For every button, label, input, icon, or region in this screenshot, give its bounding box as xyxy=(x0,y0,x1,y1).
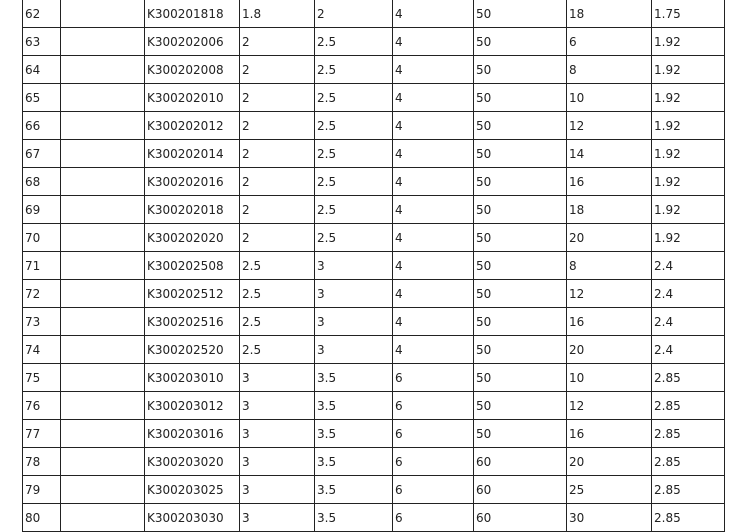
cell-part-code: K300203016 xyxy=(145,420,240,448)
cell-value-2: 2.5 xyxy=(315,112,393,140)
cell-part-code: K300202016 xyxy=(145,168,240,196)
cell-value-3: 4 xyxy=(393,224,474,252)
cell-value-5: 16 xyxy=(567,308,652,336)
table-row xyxy=(23,476,725,504)
cell-value-5: 12 xyxy=(567,392,652,420)
cell-blank xyxy=(61,0,145,28)
cell-value-2: 2.5 xyxy=(315,224,393,252)
cell-value-3: 4 xyxy=(393,168,474,196)
table-row xyxy=(23,84,725,112)
cell-value-1: 3 xyxy=(240,504,315,532)
table-row xyxy=(23,448,725,476)
cell-value-1: 3 xyxy=(240,364,315,392)
cell-value-5: 12 xyxy=(567,280,652,308)
cell-row-number: 68 xyxy=(23,168,61,196)
cell-part-code: K300202018 xyxy=(145,196,240,224)
cell-value-1: 2 xyxy=(240,224,315,252)
cell-blank xyxy=(61,168,145,196)
cell-value-4: 50 xyxy=(474,336,567,364)
cell-value-3: 4 xyxy=(393,84,474,112)
cell-blank xyxy=(61,504,145,532)
cell-value-3: 4 xyxy=(393,336,474,364)
cell-row-number: 76 xyxy=(23,392,61,420)
table-row xyxy=(23,168,725,196)
cell-value-3: 6 xyxy=(393,420,474,448)
cell-blank xyxy=(61,196,145,224)
cell-value-5: 6 xyxy=(567,28,652,56)
cell-part-code: K300202516 xyxy=(145,308,240,336)
table-row xyxy=(23,364,725,392)
cell-value-2: 2.5 xyxy=(315,140,393,168)
cell-value-2: 3.5 xyxy=(315,420,393,448)
cell-row-number: 73 xyxy=(23,308,61,336)
cell-value-6: 1.92 xyxy=(652,112,725,140)
table-row xyxy=(23,0,725,28)
cell-value-1: 2.5 xyxy=(240,280,315,308)
table-row xyxy=(23,56,725,84)
table-row xyxy=(23,28,725,56)
cell-blank xyxy=(61,112,145,140)
cell-value-1: 2.5 xyxy=(240,308,315,336)
cell-value-2: 3 xyxy=(315,308,393,336)
cell-blank xyxy=(61,224,145,252)
cell-blank xyxy=(61,476,145,504)
cell-value-4: 50 xyxy=(474,252,567,280)
cell-value-1: 3 xyxy=(240,420,315,448)
cell-value-2: 3 xyxy=(315,336,393,364)
cell-value-3: 4 xyxy=(393,112,474,140)
cell-value-6: 1.92 xyxy=(652,28,725,56)
cell-value-4: 50 xyxy=(474,56,567,84)
cell-value-2: 3.5 xyxy=(315,448,393,476)
cell-value-6: 2.85 xyxy=(652,420,725,448)
cell-blank xyxy=(61,140,145,168)
cell-value-4: 50 xyxy=(474,0,567,28)
cell-value-6: 1.92 xyxy=(652,84,725,112)
cell-value-6: 1.92 xyxy=(652,168,725,196)
cell-row-number: 63 xyxy=(23,28,61,56)
cell-value-5: 8 xyxy=(567,252,652,280)
cell-value-1: 3 xyxy=(240,476,315,504)
cell-value-6: 2.4 xyxy=(652,336,725,364)
cell-value-3: 4 xyxy=(393,0,474,28)
table-body xyxy=(23,0,725,532)
cell-value-1: 2 xyxy=(240,112,315,140)
cell-part-code: K300203025 xyxy=(145,476,240,504)
cell-part-code: K300202010 xyxy=(145,84,240,112)
cell-row-number: 74 xyxy=(23,336,61,364)
cell-value-1: 2.5 xyxy=(240,336,315,364)
cell-value-2: 2.5 xyxy=(315,196,393,224)
cell-part-code: K300202008 xyxy=(145,56,240,84)
cell-part-code: K300202014 xyxy=(145,140,240,168)
cell-part-code: K300203012 xyxy=(145,392,240,420)
cell-value-1: 3 xyxy=(240,448,315,476)
cell-value-2: 3.5 xyxy=(315,364,393,392)
cell-blank xyxy=(61,56,145,84)
cell-value-5: 18 xyxy=(567,0,652,28)
cell-value-3: 4 xyxy=(393,280,474,308)
cell-row-number: 66 xyxy=(23,112,61,140)
cell-value-5: 25 xyxy=(567,476,652,504)
cell-part-code: K300202520 xyxy=(145,336,240,364)
cell-value-3: 6 xyxy=(393,392,474,420)
cell-value-3: 6 xyxy=(393,476,474,504)
cell-value-4: 60 xyxy=(474,504,567,532)
cell-part-code: K300201818 xyxy=(145,0,240,28)
cell-blank xyxy=(61,336,145,364)
cell-value-5: 16 xyxy=(567,168,652,196)
cell-value-5: 20 xyxy=(567,224,652,252)
cell-value-3: 6 xyxy=(393,364,474,392)
table-row xyxy=(23,280,725,308)
cell-value-6: 2.85 xyxy=(652,504,725,532)
cell-row-number: 75 xyxy=(23,364,61,392)
cell-value-2: 2.5 xyxy=(315,168,393,196)
cell-value-1: 2 xyxy=(240,168,315,196)
cell-part-code: K300202006 xyxy=(145,28,240,56)
cell-value-1: 2 xyxy=(240,84,315,112)
cell-value-5: 8 xyxy=(567,56,652,84)
cell-value-5: 20 xyxy=(567,448,652,476)
cell-row-number: 79 xyxy=(23,476,61,504)
cell-value-1: 2 xyxy=(240,196,315,224)
cell-blank xyxy=(61,280,145,308)
cell-value-6: 2.4 xyxy=(652,280,725,308)
cell-value-6: 1.92 xyxy=(652,56,725,84)
cell-row-number: 72 xyxy=(23,280,61,308)
cell-value-4: 50 xyxy=(474,84,567,112)
table-row xyxy=(23,308,725,336)
cell-value-4: 50 xyxy=(474,364,567,392)
cell-row-number: 67 xyxy=(23,140,61,168)
table-row xyxy=(23,140,725,168)
table-row xyxy=(23,224,725,252)
cell-value-3: 4 xyxy=(393,308,474,336)
cell-value-5: 30 xyxy=(567,504,652,532)
cell-value-5: 18 xyxy=(567,196,652,224)
cell-part-code: K300203010 xyxy=(145,364,240,392)
cell-value-6: 1.92 xyxy=(652,196,725,224)
cell-value-2: 3 xyxy=(315,252,393,280)
cell-value-2: 2.5 xyxy=(315,84,393,112)
cell-value-2: 2 xyxy=(315,0,393,28)
cell-value-6: 2.85 xyxy=(652,448,725,476)
cell-value-1: 1.8 xyxy=(240,0,315,28)
cell-value-1: 2.5 xyxy=(240,252,315,280)
cell-value-6: 2.85 xyxy=(652,392,725,420)
cell-value-1: 2 xyxy=(240,28,315,56)
cell-value-4: 50 xyxy=(474,224,567,252)
cell-value-2: 2.5 xyxy=(315,28,393,56)
cell-value-4: 60 xyxy=(474,448,567,476)
cell-blank xyxy=(61,28,145,56)
cell-blank xyxy=(61,392,145,420)
parts-table xyxy=(22,0,725,532)
cell-blank xyxy=(61,364,145,392)
table-row xyxy=(23,504,725,532)
cell-value-4: 50 xyxy=(474,392,567,420)
cell-value-1: 2 xyxy=(240,56,315,84)
cell-value-3: 6 xyxy=(393,504,474,532)
cell-part-code: K300202020 xyxy=(145,224,240,252)
cell-value-4: 50 xyxy=(474,196,567,224)
cell-value-6: 2.4 xyxy=(652,252,725,280)
cell-row-number: 77 xyxy=(23,420,61,448)
cell-blank xyxy=(61,448,145,476)
table-row xyxy=(23,112,725,140)
cell-value-4: 50 xyxy=(474,168,567,196)
cell-value-3: 4 xyxy=(393,140,474,168)
cell-value-3: 4 xyxy=(393,28,474,56)
cell-value-4: 50 xyxy=(474,420,567,448)
cell-value-3: 4 xyxy=(393,56,474,84)
cell-part-code: K300202508 xyxy=(145,252,240,280)
cell-value-5: 12 xyxy=(567,112,652,140)
cell-value-4: 50 xyxy=(474,140,567,168)
cell-value-2: 3 xyxy=(315,280,393,308)
cell-row-number: 78 xyxy=(23,448,61,476)
cell-blank xyxy=(61,84,145,112)
cell-value-3: 4 xyxy=(393,196,474,224)
cell-part-code: K300203030 xyxy=(145,504,240,532)
cell-value-5: 16 xyxy=(567,420,652,448)
cell-blank xyxy=(61,420,145,448)
cell-blank xyxy=(61,308,145,336)
cell-row-number: 64 xyxy=(23,56,61,84)
cell-part-code: K300202012 xyxy=(145,112,240,140)
cell-blank xyxy=(61,252,145,280)
table-row xyxy=(23,392,725,420)
cell-value-5: 14 xyxy=(567,140,652,168)
cell-value-4: 50 xyxy=(474,308,567,336)
cell-row-number: 62 xyxy=(23,0,61,28)
cell-row-number: 69 xyxy=(23,196,61,224)
cell-part-code: K300202512 xyxy=(145,280,240,308)
cell-value-4: 50 xyxy=(474,28,567,56)
cell-value-2: 3.5 xyxy=(315,476,393,504)
cell-row-number: 70 xyxy=(23,224,61,252)
cell-value-6: 1.75 xyxy=(652,0,725,28)
cell-value-3: 4 xyxy=(393,252,474,280)
cell-value-1: 2 xyxy=(240,140,315,168)
cell-value-6: 2.85 xyxy=(652,476,725,504)
cell-value-2: 3.5 xyxy=(315,504,393,532)
cell-value-6: 1.92 xyxy=(652,140,725,168)
cell-row-number: 80 xyxy=(23,504,61,532)
cell-value-4: 50 xyxy=(474,112,567,140)
cell-value-3: 6 xyxy=(393,448,474,476)
cell-value-5: 10 xyxy=(567,364,652,392)
cell-value-1: 3 xyxy=(240,392,315,420)
cell-value-5: 10 xyxy=(567,84,652,112)
table-row xyxy=(23,196,725,224)
cell-value-5: 20 xyxy=(567,336,652,364)
cell-value-6: 2.85 xyxy=(652,364,725,392)
cell-row-number: 65 xyxy=(23,84,61,112)
cell-value-6: 2.4 xyxy=(652,308,725,336)
table-row xyxy=(23,420,725,448)
cell-value-6: 1.92 xyxy=(652,224,725,252)
table-row xyxy=(23,336,725,364)
cell-row-number: 71 xyxy=(23,252,61,280)
cell-value-4: 50 xyxy=(474,280,567,308)
cell-value-2: 2.5 xyxy=(315,56,393,84)
cell-value-4: 60 xyxy=(474,476,567,504)
table-row xyxy=(23,252,725,280)
cell-part-code: K300203020 xyxy=(145,448,240,476)
cell-value-2: 3.5 xyxy=(315,392,393,420)
